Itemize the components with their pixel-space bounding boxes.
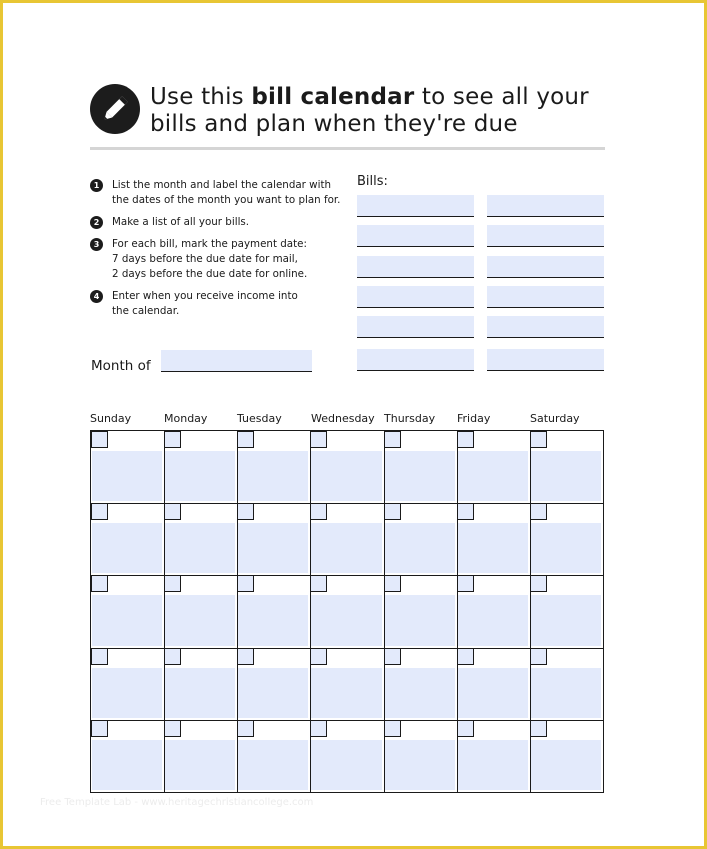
date-number-box[interactable] bbox=[457, 503, 474, 520]
date-number-box[interactable] bbox=[310, 648, 327, 665]
step-text: 2 days before the due date for online. bbox=[112, 268, 308, 280]
grid-column-divider bbox=[530, 431, 531, 792]
step-number: 2 bbox=[90, 216, 103, 229]
calendar-day-cell[interactable] bbox=[237, 431, 310, 503]
grid-row-divider bbox=[91, 503, 603, 504]
bill-field[interactable] bbox=[357, 256, 474, 278]
date-number-box[interactable] bbox=[164, 720, 181, 737]
day-notes-field[interactable] bbox=[238, 740, 308, 790]
date-number-box[interactable] bbox=[310, 503, 327, 520]
calendar-day-cell[interactable] bbox=[530, 575, 603, 647]
date-number-box[interactable] bbox=[164, 503, 181, 520]
day-notes-field[interactable] bbox=[165, 595, 235, 645]
step-text: Make a list of all your bills. bbox=[112, 216, 250, 228]
instructions-list bbox=[90, 178, 350, 319]
step-text: List the month and label the calendar with bbox=[112, 179, 332, 191]
day-notes-field[interactable] bbox=[238, 595, 308, 645]
day-notes-field[interactable] bbox=[311, 523, 381, 573]
day-notes-field[interactable] bbox=[385, 668, 455, 718]
date-number-box[interactable] bbox=[530, 648, 547, 665]
grid-column-divider bbox=[237, 431, 238, 792]
grid-column-divider bbox=[384, 431, 385, 792]
date-number-box[interactable] bbox=[384, 720, 401, 737]
date-number-box[interactable] bbox=[310, 575, 327, 592]
day-header-wednesday: Wednesday bbox=[311, 412, 375, 425]
date-number-box[interactable] bbox=[237, 575, 254, 592]
watermark: Free Template Lab - www.heritagechristiancollege.com bbox=[40, 797, 314, 808]
day-notes-field[interactable] bbox=[165, 523, 235, 573]
calendar-day-cell[interactable] bbox=[384, 720, 457, 792]
date-number-box[interactable] bbox=[310, 720, 327, 737]
date-number-box[interactable] bbox=[384, 648, 401, 665]
grid-row-divider bbox=[91, 648, 603, 649]
instruction-step bbox=[90, 178, 350, 208]
date-number-box[interactable] bbox=[384, 575, 401, 592]
calendar-day-cell[interactable] bbox=[310, 648, 383, 720]
title-post: to see all your bbox=[414, 84, 589, 110]
day-notes-field[interactable] bbox=[531, 740, 601, 790]
calendar-day-cell[interactable] bbox=[457, 503, 530, 575]
instruction-step bbox=[90, 215, 350, 230]
date-number-box[interactable] bbox=[237, 431, 254, 448]
calendar-day-cell[interactable] bbox=[91, 720, 164, 792]
title-line-2: bills and plan when they're due bbox=[150, 111, 518, 137]
calendar-day-cell[interactable] bbox=[310, 503, 383, 575]
date-number-box[interactable] bbox=[237, 648, 254, 665]
month-field[interactable] bbox=[161, 350, 312, 372]
bill-field[interactable] bbox=[487, 225, 604, 247]
date-number-box[interactable] bbox=[91, 503, 108, 520]
date-number-box[interactable] bbox=[164, 431, 181, 448]
day-notes-field[interactable] bbox=[458, 595, 528, 645]
day-header-thursday: Thursday bbox=[384, 412, 436, 425]
step-text: For each bill, mark the payment date: bbox=[112, 238, 307, 250]
date-number-box[interactable] bbox=[530, 575, 547, 592]
day-notes-field[interactable] bbox=[311, 740, 381, 790]
calendar-day-cell[interactable] bbox=[237, 648, 310, 720]
date-number-box[interactable] bbox=[91, 575, 108, 592]
step-text: Enter when you receive income into bbox=[112, 290, 298, 302]
calendar-day-cell[interactable] bbox=[164, 720, 237, 792]
date-number-box[interactable] bbox=[384, 431, 401, 448]
calendar-day-cell[interactable] bbox=[164, 648, 237, 720]
day-notes-field[interactable] bbox=[92, 595, 162, 645]
grid-column-divider bbox=[164, 431, 165, 792]
pencil-icon bbox=[90, 84, 140, 134]
day-header-saturday: Saturday bbox=[530, 412, 580, 425]
bill-field[interactable] bbox=[487, 256, 604, 278]
calendar-day-cell[interactable] bbox=[164, 431, 237, 503]
date-number-box[interactable] bbox=[310, 431, 327, 448]
day-notes-field[interactable] bbox=[458, 740, 528, 790]
calendar-day-cell[interactable] bbox=[91, 575, 164, 647]
calendar-day-cell[interactable] bbox=[91, 431, 164, 503]
bill-field[interactable] bbox=[357, 286, 474, 308]
calendar-day-cell[interactable] bbox=[530, 720, 603, 792]
day-notes-field[interactable] bbox=[531, 451, 601, 501]
date-number-box[interactable] bbox=[457, 648, 474, 665]
bill-field[interactable] bbox=[487, 349, 604, 371]
day-notes-field[interactable] bbox=[165, 451, 235, 501]
calendar-day-cell[interactable] bbox=[310, 431, 383, 503]
calendar-day-cell[interactable] bbox=[237, 503, 310, 575]
step-number: 1 bbox=[90, 179, 103, 192]
bill-field[interactable] bbox=[487, 286, 604, 308]
calendar-day-cell[interactable] bbox=[384, 648, 457, 720]
date-number-box[interactable] bbox=[530, 431, 547, 448]
calendar-day-cell[interactable] bbox=[457, 431, 530, 503]
step-text: 7 days before the due date for mail, bbox=[112, 253, 298, 265]
date-number-box[interactable] bbox=[457, 431, 474, 448]
day-notes-field[interactable] bbox=[385, 595, 455, 645]
date-number-box[interactable] bbox=[237, 503, 254, 520]
day-notes-field[interactable] bbox=[92, 523, 162, 573]
step-number: 4 bbox=[90, 290, 103, 303]
day-notes-field[interactable] bbox=[458, 523, 528, 573]
day-notes-field[interactable] bbox=[531, 595, 601, 645]
instruction-step bbox=[90, 237, 350, 282]
bill-field[interactable] bbox=[357, 349, 474, 371]
date-number-box[interactable] bbox=[91, 648, 108, 665]
bills-label: Bills: bbox=[357, 174, 388, 189]
calendar-day-cell[interactable] bbox=[530, 503, 603, 575]
calendar-day-cell[interactable] bbox=[164, 575, 237, 647]
bill-field[interactable] bbox=[357, 316, 474, 338]
step-text: the calendar. bbox=[112, 305, 180, 317]
day-header-sunday: Sunday bbox=[90, 412, 132, 425]
date-number-box[interactable] bbox=[530, 503, 547, 520]
day-notes-field[interactable] bbox=[385, 740, 455, 790]
grid-column-divider bbox=[310, 431, 311, 792]
instruction-step bbox=[90, 289, 350, 319]
day-notes-field[interactable] bbox=[458, 668, 528, 718]
date-number-box[interactable] bbox=[164, 575, 181, 592]
day-notes-field[interactable] bbox=[238, 668, 308, 718]
calendar-day-cell[interactable] bbox=[310, 575, 383, 647]
day-notes-field[interactable] bbox=[92, 451, 162, 501]
day-notes-field[interactable] bbox=[385, 523, 455, 573]
calendar-grid bbox=[90, 430, 604, 793]
date-number-box[interactable] bbox=[530, 720, 547, 737]
calendar-day-cell[interactable] bbox=[237, 575, 310, 647]
date-number-box[interactable] bbox=[237, 720, 254, 737]
calendar-day-cell[interactable] bbox=[384, 503, 457, 575]
date-number-box[interactable] bbox=[91, 720, 108, 737]
day-header-monday: Monday bbox=[164, 412, 208, 425]
day-notes-field[interactable] bbox=[165, 740, 235, 790]
month-label: Month of bbox=[91, 358, 151, 374]
bill-field[interactable] bbox=[357, 225, 474, 247]
date-number-box[interactable] bbox=[384, 503, 401, 520]
calendar-day-cell[interactable] bbox=[237, 720, 310, 792]
day-notes-field[interactable] bbox=[458, 451, 528, 501]
day-notes-field[interactable] bbox=[311, 668, 381, 718]
calendar-day-cell[interactable] bbox=[457, 720, 530, 792]
calendar-day-cell[interactable] bbox=[530, 431, 603, 503]
day-notes-field[interactable] bbox=[311, 451, 381, 501]
title-pre: Use this bbox=[150, 84, 252, 110]
bill-field[interactable] bbox=[487, 316, 604, 338]
title-divider bbox=[90, 147, 605, 150]
date-number-box[interactable] bbox=[164, 648, 181, 665]
grid-row-divider bbox=[91, 720, 603, 721]
day-header-tuesday: Tuesday bbox=[237, 412, 282, 425]
day-notes-field[interactable] bbox=[238, 451, 308, 501]
step-number: 3 bbox=[90, 238, 103, 251]
day-notes-field[interactable] bbox=[165, 668, 235, 718]
bill-field[interactable] bbox=[357, 195, 474, 217]
day-notes-field[interactable] bbox=[238, 523, 308, 573]
day-header-friday: Friday bbox=[457, 412, 491, 425]
step-text: the dates of the month you want to plan for. bbox=[112, 194, 341, 206]
day-notes-field[interactable] bbox=[311, 595, 381, 645]
calendar-day-cell[interactable] bbox=[91, 648, 164, 720]
page-title bbox=[150, 84, 620, 138]
day-notes-field[interactable] bbox=[385, 451, 455, 501]
bill-field[interactable] bbox=[487, 195, 604, 217]
day-notes-field[interactable] bbox=[92, 668, 162, 718]
calendar-day-cell[interactable] bbox=[91, 503, 164, 575]
calendar-day-cell[interactable] bbox=[310, 720, 383, 792]
day-notes-field[interactable] bbox=[92, 740, 162, 790]
date-number-box[interactable] bbox=[457, 575, 474, 592]
calendar-day-cell[interactable] bbox=[530, 648, 603, 720]
day-notes-field[interactable] bbox=[531, 523, 601, 573]
calendar-day-cell[interactable] bbox=[164, 503, 237, 575]
calendar-day-cell[interactable] bbox=[384, 431, 457, 503]
calendar-day-cell[interactable] bbox=[457, 648, 530, 720]
title-bold: bill calendar bbox=[251, 84, 415, 110]
day-notes-field[interactable] bbox=[531, 668, 601, 718]
calendar-day-cell[interactable] bbox=[384, 575, 457, 647]
date-number-box[interactable] bbox=[91, 431, 108, 448]
date-number-box[interactable] bbox=[457, 720, 474, 737]
grid-row-divider bbox=[91, 575, 603, 576]
grid-column-divider bbox=[457, 431, 458, 792]
calendar-day-cell[interactable] bbox=[457, 575, 530, 647]
